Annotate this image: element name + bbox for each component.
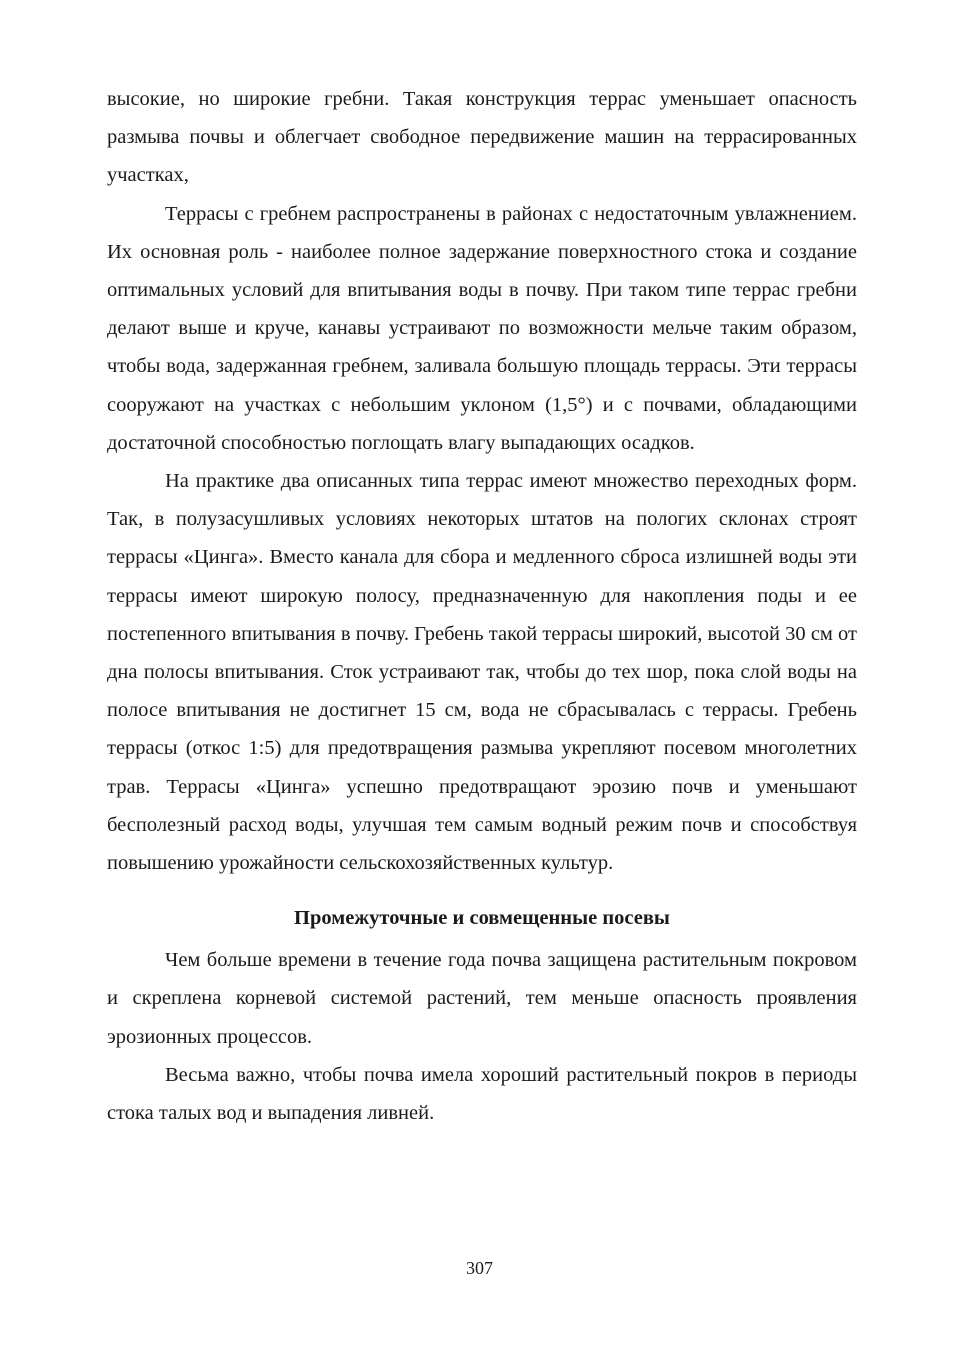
paragraph-plant-cover: Чем больше времени в течение года почва защищена растительным покровом и скреплена корневой системой растений, тем меньше опасность проявления эрозионных процессов. [107,949,857,1048]
page-body-text [107,80,857,1132]
paragraph-runoff-periods: Весьма важно, чтобы почва имела хороший растительный покров в периоды стока талых вод и выпадения ливней. [107,1063,857,1125]
paragraph-zingg-terraces: На практике два описанных типа террас имеют множество переходных форм. Так, в полузасушливых условиях некоторых штатов на пологих склонах строят террасы «Цинга». Вместо канала для сбора и медленного сброса излишней воды эти террасы имеют широкую полосу, предназначенную для накопления поды и ее постепенного впитывания в почву. Гребень такой террасы широкий, высотой 30 см от дна полосы впитывания. Сток устраивают так, чтобы до тех шор, пока слой воды на полосе впитывания не достигнет 15 см, вода не сбрасывалась с террасы. Гребень террасы (откос 1:5) для предотвращения размыва укрепляют посевом многолетних трав. Террасы «Цинга» успешно предотвращают эрозию почв и уменьшают бесполезный расход воды, улучшая тем самым водный режим почв и способствуя повышению урожайности сельскохозяйственных культур. [107,470,857,875]
paragraph-continuation: высокие, но широкие гребни. Такая конструкция террас уменьшает опасность размыва почвы и облегчает свободное передвижение машин на террасированных участках, [107,88,857,187]
section-heading: Промежуточные и совмещенные посевы [294,907,670,930]
paragraph-ridge-terraces: Террасы с гребнем распространены в районах с недостаточным увлажнением. Их основная роль - наиболее полное задержание поверхностного стока и создание оптимальных условий для впитывания воды в почву. При таком типе террас гребни делают выше и круче, канавы устраивают по возможности мельче таким образом, чтобы вода, задержанная гребнем, заливала большую площадь террасы. Эти террасы сооружают на участках с небольшим уклоном (1,5°) и с почвами, обладающими достаточной способностью поглощать влагу выпадающих осадков. [107,202,857,454]
page-number: 307 [466,1258,493,1278]
